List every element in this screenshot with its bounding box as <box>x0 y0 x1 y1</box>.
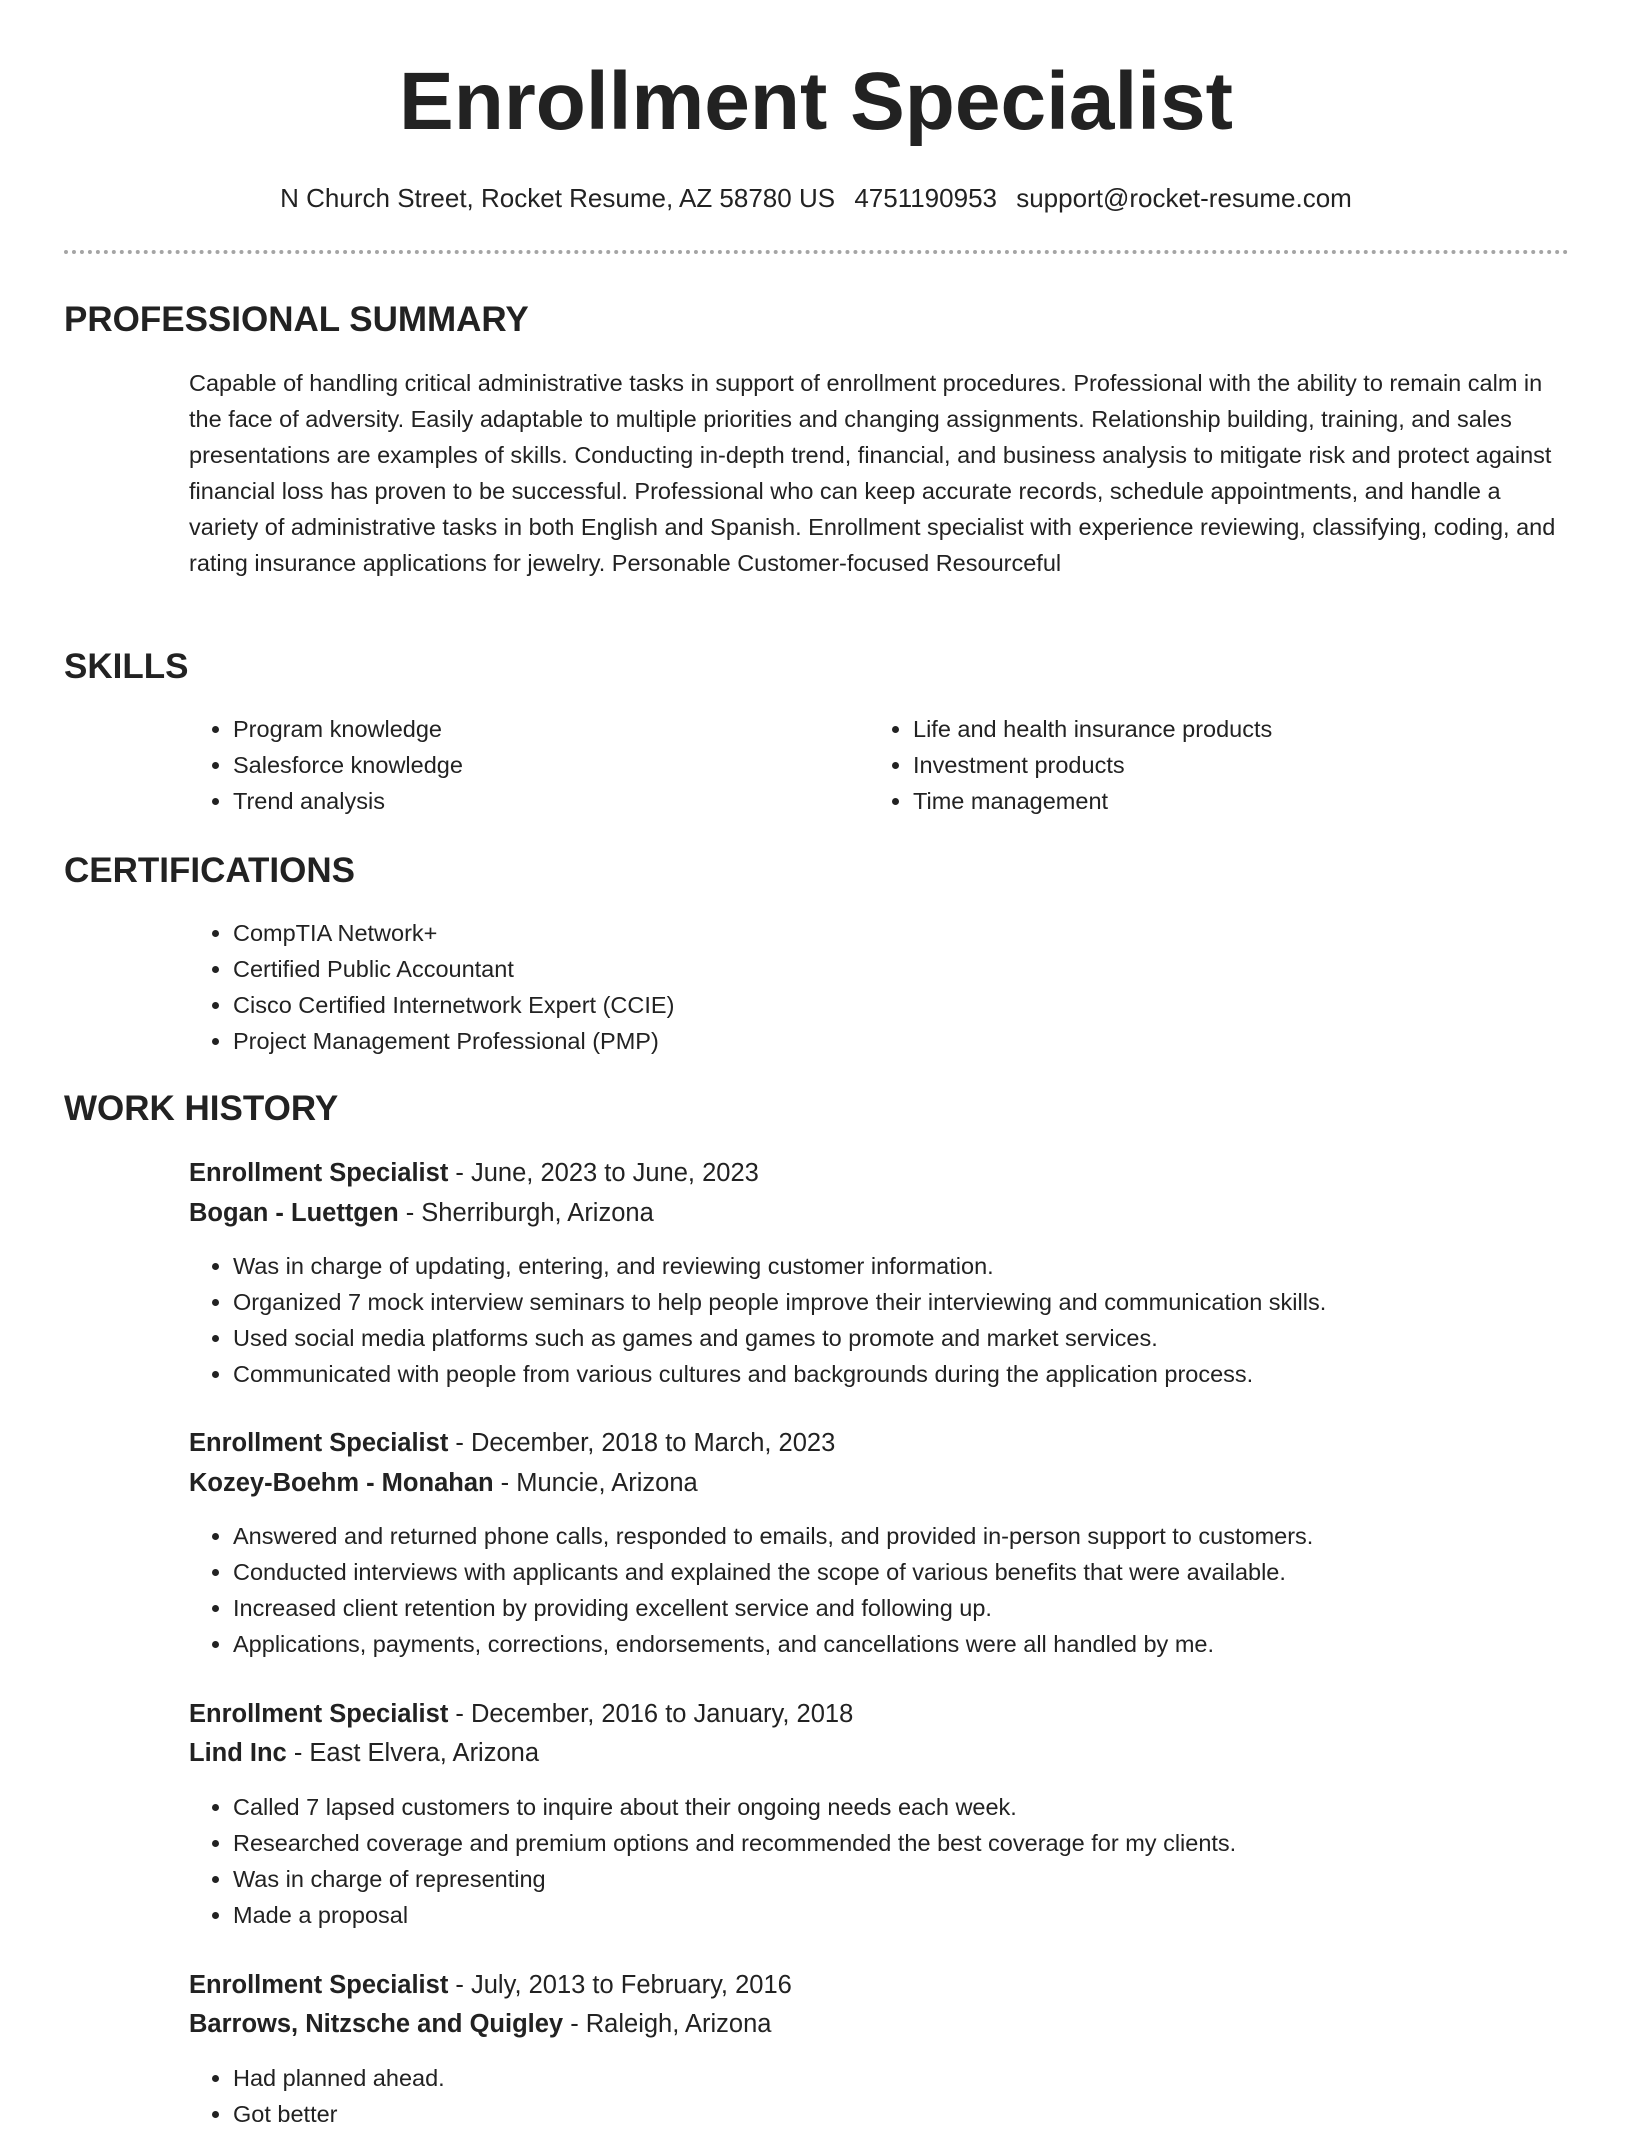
section-title-certifications: CERTIFICATIONS <box>64 851 356 890</box>
job-bullets <box>189 2060 1613 2132</box>
list-item: • Had planned ahead. <box>233 2060 1613 2096</box>
job-role: Enrollment Specialist <box>189 1700 449 1728</box>
job-title-line <box>189 1425 835 1461</box>
list-item: • Made a proposal <box>233 1897 1613 1933</box>
list-item: • Increased client retention by providing excellent service and following up. <box>233 1590 1613 1626</box>
list-item: • Organized 7 mock interview seminars to help people improve their interviewing and communication skills. <box>233 1284 1613 1320</box>
header-divider <box>64 250 1569 254</box>
job-company-line <box>189 1465 698 1501</box>
skills-list-right <box>869 711 1553 819</box>
list-item: • Investment products <box>913 747 1553 783</box>
contact-line <box>0 180 1632 216</box>
list-item: • Time management <box>913 783 1553 819</box>
summary-text: Capable of handling critical administrative tasks in support of enrollment procedures. Professional with the ability to remain calm in the face of adversity. Easily adaptable to multiple priorities and changing assignments. Relationship building, training, and sales presentations are examples of skills. Conducting in-depth trend, financial, and business analysis to mitigate risk and protect against financial loss has proven to be successful. Professional who can keep accurate records, schedule appointments, and handle a variety of administrative tasks in both English and Spanish. Enrollment specialist with experience reviewing, classifying, coding, and rating insurance applications for jewelry. Personable Customer-focused Resourceful <box>189 370 1556 576</box>
address: N Church Street, Rocket Resume, AZ 58780 US <box>280 183 836 213</box>
list-item: • Researched coverage and premium options and recommended the best coverage for my clients. <box>233 1825 1613 1861</box>
job-role: Enrollment Specialist <box>189 1159 449 1187</box>
list-item: • Communicated with people from various cultures and backgrounds during the application process. <box>233 1356 1613 1392</box>
list-item: • CompTIA Network+ <box>233 915 1533 951</box>
section-title-work-history: WORK HISTORY <box>64 1089 339 1128</box>
list-item: • Life and health insurance products <box>913 711 1553 747</box>
list-item: • Used social media platforms such as games and games to promote and market services. <box>233 1320 1613 1356</box>
list-item: • Trend analysis <box>233 783 833 819</box>
job-dates: - July, 2013 to February, 2016 <box>448 1971 792 1999</box>
job-company-line <box>189 2006 771 2042</box>
list-item: • Applications, payments, corrections, endorsements, and cancellations were all handled by me. <box>233 1626 1613 1662</box>
job-company: Bogan - Luettgen <box>189 1199 399 1227</box>
job-location: - Sherriburgh, Arizona <box>398 1199 654 1227</box>
job-dates: - December, 2016 to January, 2018 <box>448 1700 854 1728</box>
job-dates: - June, 2023 to June, 2023 <box>448 1159 759 1187</box>
job-location: - Raleigh, Arizona <box>563 2010 772 2038</box>
job-company: Barrows, Nitzsche and Quigley <box>189 2010 564 2038</box>
list-item: • Cisco Certified Internetwork Expert (CCIE) <box>233 987 1533 1023</box>
job-location: - East Elvera, Arizona <box>286 1739 540 1767</box>
list-item: • Was in charge of updating, entering, and reviewing customer information. <box>233 1248 1613 1284</box>
skills-list-left <box>189 711 833 819</box>
list-item: • Got better <box>233 2096 1613 2132</box>
section-title-skills: SKILLS <box>64 647 189 686</box>
job-title-line <box>189 1155 759 1191</box>
list-item: • Certified Public Accountant <box>233 951 1533 987</box>
candidate-name: Enrollment Specialist <box>399 56 1233 147</box>
job-company-line <box>189 1195 654 1231</box>
list-item: • Conducted interviews with applicants and explained the scope of various benefits that were available. <box>233 1554 1613 1590</box>
section-title-summary: PROFESSIONAL SUMMARY <box>64 300 529 339</box>
job-title-line <box>189 1967 792 2003</box>
job-title-line <box>189 1696 853 1732</box>
job-company: Kozey-Boehm - Monahan <box>189 1469 494 1497</box>
list-item: • Answered and returned phone calls, responded to emails, and provided in-person support to customers. <box>233 1518 1613 1554</box>
list-item: • Program knowledge <box>233 711 833 747</box>
list-item: • Project Management Professional (PMP) <box>233 1023 1533 1059</box>
job-role: Enrollment Specialist <box>189 1971 449 1999</box>
list-item: • Salesforce knowledge <box>233 747 833 783</box>
phone: 4751190953 <box>854 183 997 213</box>
job-bullets <box>189 1789 1613 1933</box>
job-role: Enrollment Specialist <box>189 1429 449 1457</box>
list-item: • Called 7 lapsed customers to inquire about their ongoing needs each week. <box>233 1789 1613 1825</box>
list-item: • Was in charge of representing <box>233 1861 1613 1897</box>
job-company: Lind Inc <box>189 1739 287 1767</box>
email-link[interactable]: support@rocket-resume.com <box>1016 183 1352 213</box>
job-dates: - December, 2018 to March, 2023 <box>448 1429 836 1457</box>
certifications-list <box>189 915 1533 1059</box>
job-bullets <box>189 1518 1613 1662</box>
job-location: - Muncie, Arizona <box>493 1469 698 1497</box>
job-company-line <box>189 1735 539 1771</box>
job-bullets <box>189 1248 1613 1392</box>
